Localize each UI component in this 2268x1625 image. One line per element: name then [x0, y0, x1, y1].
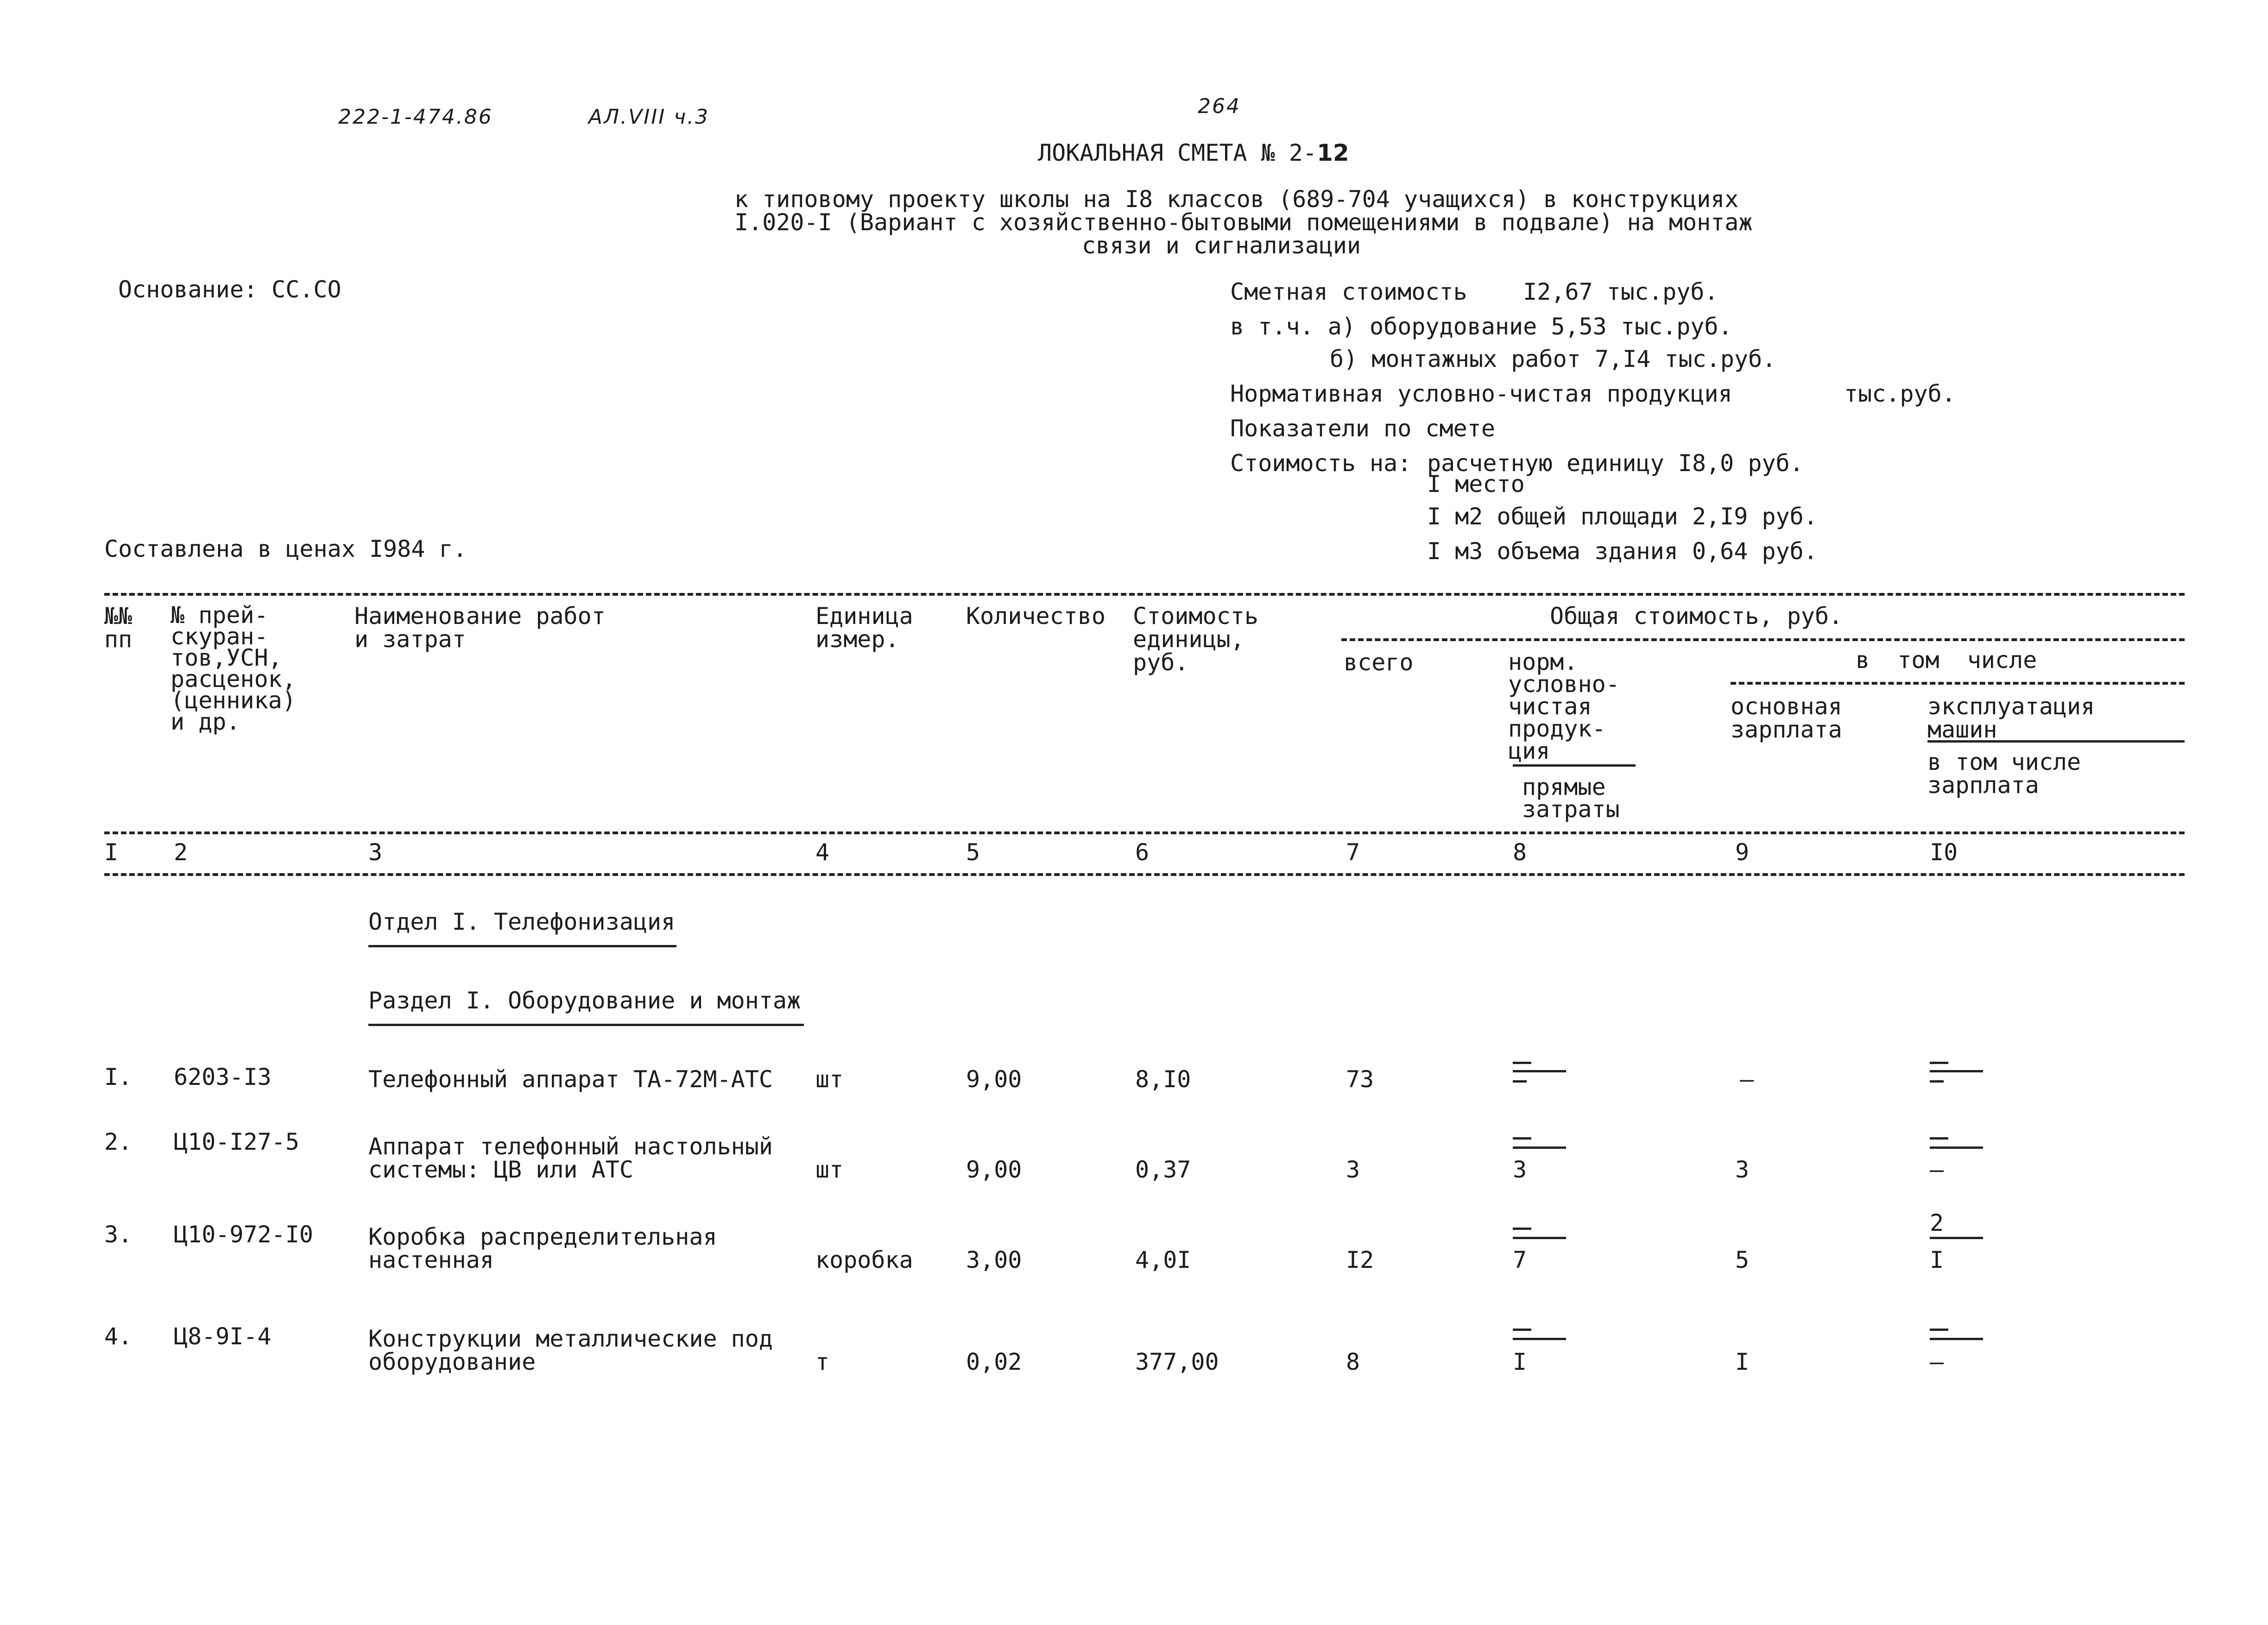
c8-fraction-line [1513, 1237, 1566, 1239]
section-heading: Раздел I. Оборудование и монтаж [368, 987, 801, 1014]
col2-header: № прей- скуран- тов,УСН, расценок, (ценника) и др. [171, 602, 296, 735]
col-number-5: 5 [966, 839, 980, 866]
col9-header: основная зарплата [1731, 693, 1842, 743]
title-prefix: ЛОКАЛЬНАЯ СМЕТА № 2- [1038, 139, 1317, 166]
total-cost-rule [1341, 638, 2185, 641]
cost-per-m3: I м3 объема здания 0,64 руб. [1427, 538, 1818, 565]
row-number: 4. [104, 1323, 133, 1350]
col-number-7: 7 [1346, 839, 1360, 866]
row-unit-price: 8,I0 [1135, 1066, 1191, 1093]
row-quantity: 3,00 [966, 1247, 1022, 1273]
row-unit: шт [815, 1066, 844, 1093]
including-header: в том числе [1856, 647, 2037, 674]
row-unit-price: 377,00 [1135, 1348, 1219, 1375]
col10b-header: в том числе зарплата [1927, 749, 2081, 799]
col4-header: Единица измер. [815, 603, 913, 653]
normative-production: Нормативная условно-чистая продукция [1230, 380, 1732, 407]
row-code: 6203-I3 [174, 1064, 272, 1090]
c8-fraction-line [1513, 1146, 1566, 1149]
row-c10-top: 2 [1930, 1209, 1944, 1236]
department-heading: Отдел I. Телефонизация [368, 908, 676, 935]
document-code: 222-1-474.86 [338, 105, 493, 129]
cost-per-label: Стоимость на: [1230, 450, 1412, 477]
col-number-4: 4 [815, 839, 830, 866]
subtitle-line-3: связи и сигнализации [1082, 232, 1361, 259]
c8-underline [1513, 764, 1636, 767]
subtitle-line-1: к типовому проекту школы на I8 классов (689-704 учащихся) в конструкциях [734, 186, 1739, 213]
col-number-6: 6 [1135, 839, 1150, 866]
c10-mark [1930, 1062, 1948, 1064]
row-name: Аппарат телефонный настольный системы: ЦВ или АТС [368, 1133, 773, 1183]
c8-mark [1513, 1329, 1531, 1331]
col-number-8: 8 [1513, 839, 1527, 866]
indicators-label: Показатели по смете [1230, 415, 1495, 442]
col5-header: Количество [966, 603, 1106, 630]
row-c10: I [1930, 1247, 1944, 1273]
row-c10: – [1930, 1156, 1944, 1183]
row-c8: 7 [1513, 1247, 1527, 1273]
c8-mark [1513, 1062, 1531, 1064]
col-number-3: 3 [368, 839, 383, 866]
row-c9: 3 [1735, 1156, 1750, 1183]
c8-mark [1513, 1228, 1531, 1230]
c8-fraction-line [1513, 1070, 1566, 1072]
c8-fraction-line [1513, 1338, 1566, 1340]
section-underline [368, 1024, 804, 1026]
normative-production-unit: тыс.руб. [1844, 380, 1956, 407]
row-code: Ц10-I27-5 [174, 1128, 299, 1155]
col6-header: Стоимость единицы, руб. [1133, 603, 1258, 676]
estimated-cost: Сметная стоимость I2,67 тыс.руб. [1230, 278, 1718, 305]
page-number: 264 [1198, 94, 1241, 118]
c10-mark [1930, 1137, 1948, 1140]
c8-mark [1513, 1137, 1531, 1140]
row-unit-price: 0,37 [1135, 1156, 1191, 1183]
row-c10: – [1930, 1348, 1944, 1375]
numbers-bottom-rule [104, 873, 2185, 876]
c10-dash [1930, 1080, 1944, 1083]
col-number-9: 9 [1735, 839, 1750, 866]
col8b-header: прямые затраты [1522, 774, 1620, 823]
subtitle-line-2: I.020-I (Вариант с хозяйственно-бытовыми помещениями в подвале) на монтаж [734, 209, 1753, 236]
row-total: 73 [1346, 1066, 1374, 1093]
row-c9: 5 [1735, 1247, 1750, 1273]
col1-header: №№ пп [104, 603, 133, 653]
total-cost-header: Общая стоимость, руб. [1550, 603, 1843, 630]
row-name: Телефонный аппарат ТА-72М-АТС [368, 1066, 773, 1093]
c10-fraction-line [1930, 1338, 1983, 1340]
installation-cost: б) монтажных работ 7,I4 тыс.руб. [1330, 346, 1776, 372]
col3-header: Наименование работ и затрат [354, 603, 606, 653]
col8-header: норм. условно- чистая продук- ция [1508, 649, 1620, 764]
row-c9: – [1740, 1066, 1754, 1093]
row-name: Конструкции металлические под оборудование [368, 1325, 773, 1375]
row-name: Коробка распределительная настенная [368, 1223, 717, 1273]
row-quantity: 9,00 [966, 1156, 1022, 1183]
cost-per-unit: расчетную единицу I8,0 руб. [1427, 450, 1804, 477]
row-code: Ц8-9I-4 [174, 1323, 272, 1350]
col-number-10: I0 [1930, 839, 1958, 866]
col10-header: эксплуатация машин [1927, 693, 2095, 743]
c8-dash [1513, 1080, 1527, 1083]
row-code: Ц10-972-I0 [174, 1221, 314, 1248]
title-number: 12 [1317, 139, 1349, 166]
album-reference: АЛ.VIII ч.3 [588, 105, 710, 129]
basis-text: Основание: СС.СО [118, 276, 341, 303]
including-rule [1731, 682, 2185, 685]
row-total: 8 [1346, 1348, 1360, 1375]
cost-per-m2: I м2 общей площади 2,I9 руб. [1427, 503, 1818, 530]
numbers-top-rule [104, 831, 2185, 834]
row-unit: т [815, 1348, 830, 1375]
row-total: 3 [1346, 1156, 1360, 1183]
row-number: I. [104, 1064, 133, 1090]
compiled-prices-text: Составлена в ценах I984 г. [104, 535, 467, 562]
c10-mark [1930, 1329, 1948, 1331]
table-top-rule [104, 593, 2185, 596]
row-unit: шт [815, 1156, 844, 1183]
col-number-1: I [104, 839, 119, 866]
col-number-2: 2 [174, 839, 188, 866]
row-c8: 3 [1513, 1156, 1527, 1183]
document-title [1038, 141, 1349, 164]
c10-fraction-line [1930, 1237, 1983, 1239]
cost-per-place: I место [1427, 471, 1525, 498]
c10-fraction-line [1930, 1146, 1983, 1149]
row-c8: I [1513, 1348, 1527, 1375]
row-number: 3. [104, 1221, 133, 1248]
row-quantity: 9,00 [966, 1066, 1022, 1093]
row-unit: коробка [815, 1247, 913, 1273]
row-quantity: 0,02 [966, 1348, 1022, 1375]
equipment-cost: в т.ч. а) оборудование 5,53 тыс.руб. [1230, 313, 1732, 340]
department-underline [368, 945, 676, 947]
col7-header: всего [1344, 649, 1414, 676]
row-c9: I [1735, 1348, 1750, 1375]
c10-fraction-line [1930, 1070, 1983, 1072]
row-number: 2. [104, 1128, 133, 1155]
row-total: I2 [1346, 1247, 1374, 1273]
row-unit-price: 4,0I [1135, 1247, 1191, 1273]
